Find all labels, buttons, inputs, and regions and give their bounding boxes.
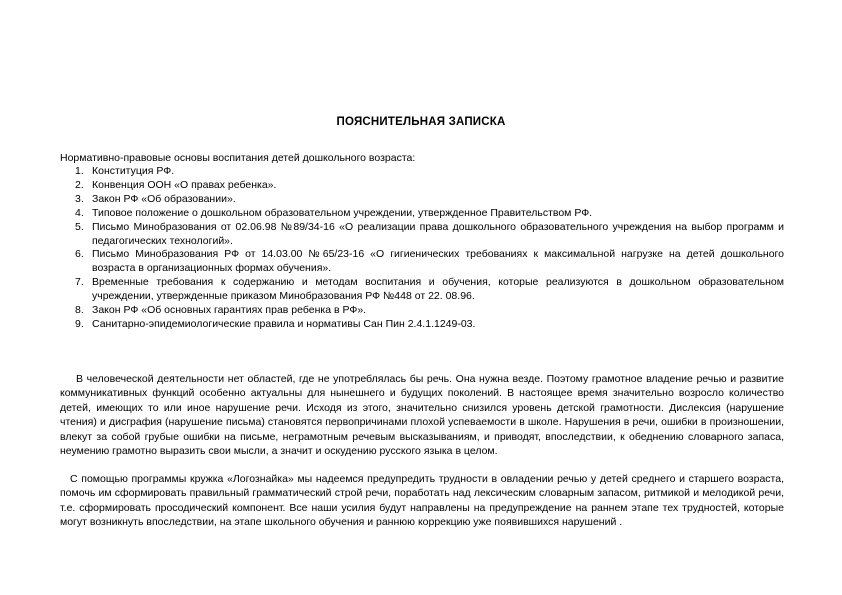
list-item-number: 3. <box>75 192 84 205</box>
body-paragraph: С помощью программы кружка «Логознайка» мы надеемся предупредить трудности в овладении речью у детей среднего и старшего возраста, помочь им сформировать правильный грамматический строй речи, поработать над лексическим словарным запасом, ритмикой и мелодикой речи, т.е. сформировать просодический компонент. Все наши усилия будут направлены на предупреждение на раннем этапе тех трудностей, которые могут возникнуть впоследствии, на этапе школьного обучения и раннюю коррекцию уже появившихся нарушений . <box>60 473 784 529</box>
list-item <box>0 276 784 304</box>
list-item-text: Письмо Минобразования РФ от 14.03.00 №65/23-16 «О гигиенических требованиях к максимальной нагрузке на детей дошкольного возраста в организационных формах обучения». <box>92 248 784 275</box>
list-item-text: Санитарно-эпидемиологические правила и нормативы Сан Пин 2.4.1.1249-03. <box>92 317 476 330</box>
body-paragraph: В человеческой деятельности нет областей, где не употреблялась бы речь. Она нужна везде. Поэтому грамотное владение речью и развитие коммуникативных функций особенно актуальны для нынешнего и будущих поколений. В настоящее время значительно возросло количество детей, имеющих то или иное нарушение речи. Исходя из этого, значительно снизился уровень детской грамотности. Дислексия (нарушение чтения) и дисграфия (нарушение письма) становятся первопричинами плохой успеваемости в школе. Нарушения в речи, ошибки в произношении, влекут за собой грубые ошибки на письме, неграмотным речевым высказываниям, и приводят, впоследствии, к обеднению словарного запаса, неумению грамотно выразить свои мысли, а значит и оскудению русского языка в целом. <box>60 373 784 458</box>
list-item-number: 4. <box>75 206 84 219</box>
list-item <box>0 179 784 193</box>
list-item <box>0 318 784 332</box>
regulations-list <box>0 165 784 332</box>
list-item-text: Временные требования к содержанию и методам воспитания и обучения, которые реализуются в дошкольном образовательном учреждении, утвержденные приказом Минобразования РФ №448 от 22. 08.96. <box>92 276 784 303</box>
list-item-text: Типовое положение о дошкольном образовательном учреждении, утвержденное Правительством РФ. <box>92 206 593 219</box>
list-item-text: Конституция РФ. <box>92 165 175 177</box>
list-item-number: 2. <box>75 178 84 191</box>
list-item-text: Письмо Минобразования от 02.06.98 №89/34-16 «О реализации права дошкольного образовательного учреждения на выбор программ и педагогических технологий». <box>92 220 784 247</box>
list-item <box>0 221 784 249</box>
list-item-text: Конвенция ООН «О правах ребенка». <box>92 178 277 191</box>
list-item <box>0 193 784 207</box>
list-item-text: Закон РФ «Об основных гарантиях прав ребенка в РФ». <box>92 304 367 317</box>
list-item-number: 9. <box>75 317 84 330</box>
list-item-number: 8. <box>75 304 84 317</box>
list-item-text: Закон РФ «Об образовании». <box>92 192 236 205</box>
page-title: ПОЯСНИТЕЛЬНАЯ ЗАПИСКА <box>336 116 506 128</box>
list-item <box>0 207 784 221</box>
list-item-number: 5. <box>75 220 84 233</box>
list-item-number: 6. <box>75 248 84 261</box>
list-item <box>0 304 784 318</box>
intro-line: Нормативно-правовые основы воспитания детей дошкольного возраста: <box>60 152 416 164</box>
list-item-number: 1. <box>75 165 84 177</box>
list-item <box>0 248 784 276</box>
list-item-number: 7. <box>75 276 84 289</box>
list-item <box>0 165 784 179</box>
